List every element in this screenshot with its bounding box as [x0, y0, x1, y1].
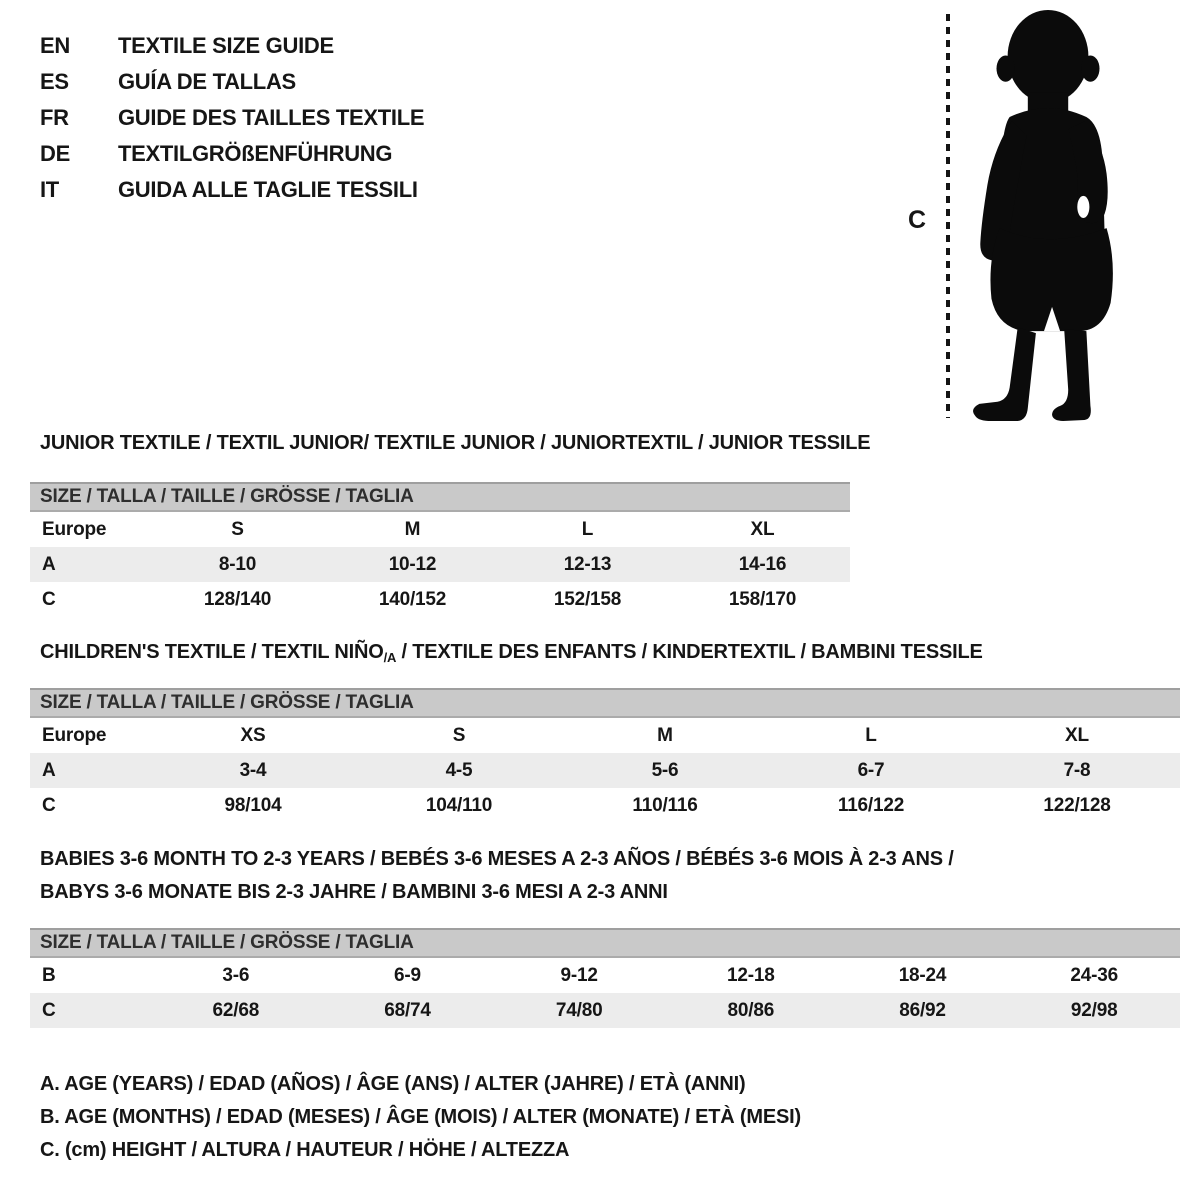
row-label: C [42, 999, 56, 1021]
age-cell: 3-4 [239, 759, 267, 781]
note-c: C. (cm) HEIGHT / ALTURA / HAUTEUR / HÖHE / ALTEZZA [40, 1139, 570, 1161]
size-cell: S [231, 518, 244, 540]
age-cell: 6-7 [857, 759, 885, 781]
row-label: C [42, 794, 56, 816]
size-cell: L [865, 724, 877, 746]
babies-section-heading-line2: BABYS 3-6 MONATE BIS 2-3 JAHRE / BAMBINI 3-6 MESI A 2-3 ANNI [40, 881, 668, 903]
size-header-bar: SIZE / TALLA / TAILLE / GRÖSSE / TAGLIA [30, 688, 1180, 718]
row-label: B [42, 964, 56, 986]
legend-notes [40, 1068, 801, 1167]
height-cell: 74/80 [555, 999, 603, 1021]
language-title: GUIDE DES TAILLES TEXTILE [118, 105, 425, 130]
row-label: A [42, 553, 56, 575]
language-title-list [40, 28, 424, 208]
language-code: DE [40, 141, 70, 166]
babies-section-heading-line1: BABIES 3-6 MONTH TO 2-3 YEARS / BEBÉS 3-6 MESES A 2-3 AÑOS / BÉBÉS 3-6 MOIS À 2-3 ANS / [40, 848, 954, 870]
height-cell: 62/68 [212, 999, 260, 1021]
height-cell: 98/104 [224, 794, 282, 816]
children-heading-post: / TEXTILE DES ENFANTS / KINDERTEXTIL / BAMBINI TESSILE [396, 641, 983, 663]
size-cell: XL [1065, 724, 1089, 746]
height-cell: 128/140 [203, 588, 272, 610]
height-cell: 110/116 [632, 794, 698, 816]
age-cell: 10-12 [388, 553, 437, 575]
table-row [30, 958, 1180, 993]
language-title: TEXTILE SIZE GUIDE [118, 33, 334, 58]
language-row [40, 136, 424, 172]
language-code: EN [40, 33, 70, 58]
row-label: Europe [42, 518, 107, 540]
language-title: GUIDA ALLE TAGLIE TESSILI [118, 177, 418, 202]
age-cell: 5-6 [651, 759, 679, 781]
height-cell: 92/98 [1070, 999, 1118, 1021]
height-cell: 140/152 [378, 588, 447, 610]
language-row [40, 28, 424, 64]
table-row [30, 788, 1180, 823]
language-row [40, 172, 424, 208]
language-title: GUÍA DE TALLAS [118, 69, 296, 94]
height-cell: 158/170 [728, 588, 797, 610]
height-measure-label: C [908, 206, 927, 234]
table-row [30, 582, 850, 617]
language-code: FR [40, 105, 69, 130]
junior-size-table [30, 482, 850, 617]
row-label: C [42, 588, 56, 610]
size-cell: M [657, 724, 673, 746]
size-cell: XS [240, 724, 266, 746]
height-cell: 104/110 [425, 794, 493, 816]
age-cell: 9-12 [560, 964, 598, 986]
table-row [30, 512, 850, 547]
language-code: ES [40, 69, 69, 94]
size-header-bar: SIZE / TALLA / TAILLE / GRÖSSE / TAGLIA [30, 928, 1180, 958]
children-size-table [30, 688, 1180, 823]
age-cell: 4-5 [445, 759, 473, 781]
size-cell: XL [750, 518, 775, 540]
language-title: TEXTILGRÖßENFÜHRUNG [118, 141, 393, 166]
height-dashed-line [946, 14, 950, 418]
height-cell: 152/158 [553, 588, 622, 610]
age-cell: 14-16 [738, 553, 787, 575]
height-cell: 122/128 [1043, 794, 1111, 816]
note-b: B. AGE (MONTHS) / EDAD (MESES) / ÂGE (MOIS) / ALTER (MONATE) / ETÀ (MESI) [40, 1106, 801, 1128]
height-cell: 68/74 [384, 999, 431, 1021]
table-row [30, 547, 850, 582]
age-cell: 8-10 [218, 553, 257, 575]
babies-size-table [30, 928, 1180, 1028]
age-cell: 6-9 [394, 964, 421, 986]
size-cell: M [404, 518, 421, 540]
language-row [40, 64, 424, 100]
size-header-bar: SIZE / TALLA / TAILLE / GRÖSSE / TAGLIA [30, 482, 850, 512]
row-label: A [42, 759, 56, 781]
age-cell: 12-18 [727, 964, 775, 986]
age-cell: 12-13 [563, 553, 612, 575]
junior-section-heading: JUNIOR TEXTILE / TEXTIL JUNIOR/ TEXTILE JUNIOR / JUNIORTEXTIL / JUNIOR TESSILE [40, 432, 871, 454]
table-row [30, 753, 1180, 788]
age-cell: 18-24 [898, 964, 947, 986]
size-cell: L [581, 518, 594, 540]
height-cell: 80/86 [727, 999, 775, 1021]
toddler-silhouette-icon [958, 8, 1136, 422]
children-heading-sub: /A [383, 650, 397, 665]
row-label: Europe [42, 724, 107, 746]
size-cell: S [452, 724, 466, 746]
height-cell: 116/122 [837, 794, 905, 816]
height-cell: 86/92 [899, 999, 946, 1021]
age-cell: 24-36 [1070, 964, 1118, 986]
table-row [30, 718, 1180, 753]
children-section-heading [40, 641, 983, 664]
language-row [40, 100, 424, 136]
note-a: A. AGE (YEARS) / EDAD (AÑOS) / ÂGE (ANS) / ALTER (JAHRE) / ETÀ (ANNI) [40, 1073, 746, 1095]
children-heading-pre: CHILDREN'S TEXTILE / TEXTIL NIÑO [40, 641, 384, 663]
table-row [30, 993, 1180, 1028]
age-cell: 7-8 [1063, 759, 1091, 781]
age-cell: 3-6 [222, 964, 250, 986]
language-code: IT [40, 177, 59, 202]
